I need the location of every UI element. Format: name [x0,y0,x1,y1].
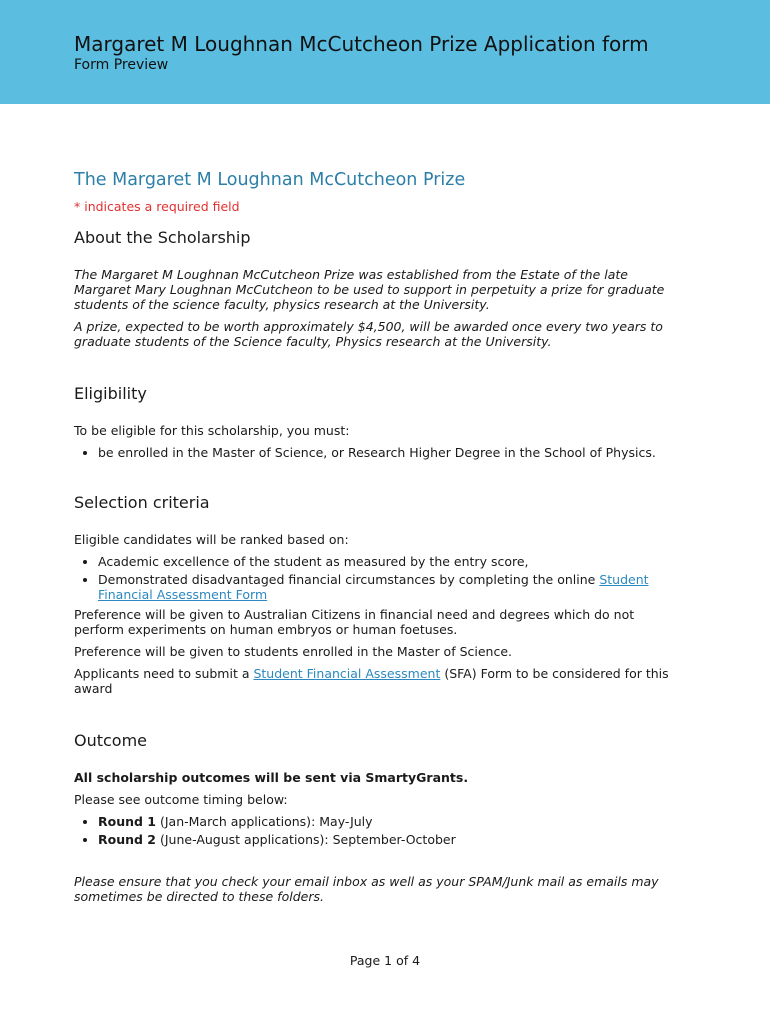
selection-item-financial-text: Demonstrated disadvantaged financial circumstances by completing the online [98,572,600,587]
student-financial-assessment-link[interactable]: Student Financial Assessment [253,666,441,681]
eligibility-heading: Eligibility [74,384,147,403]
prize-title: The Margaret M Loughnan McCutcheon Prize [74,170,466,190]
sfa-requirement-after: (SFA) Form to be considered for this award [74,666,669,696]
sfa-requirement-before: Applicants need to submit a [74,666,254,681]
selection-heading: Selection criteria [74,493,210,512]
eligibility-item: • be enrolled in the Master of Science, or Research Higher Degree in the School of Physics. [98,445,684,460]
about-paragraph-2: A prize, expected to be worth approximately $4,500, will be awarded once every two years to graduate students of the Science faculty, Physics research at the University. [74,319,663,349]
form-title: Margaret M Loughnan McCutcheon Prize Application form [74,32,649,56]
outcome-round-2 [98,832,684,847]
round-1-text: (Jan-March applications): May-July [156,814,373,829]
outcome-bold-line: All scholarship outcomes will be sent via SmartyGrants. [74,770,469,785]
selection-item-academic: • Academic excellence of the student as measured by the entry score, [98,554,684,569]
required-field-note: * indicates a required field [74,199,240,214]
round-2-text: (June-August applications): September-October [156,832,456,847]
eligibility-intro: To be eligible for this scholarship, you must: [74,423,350,438]
student-financial-assessment-form-link[interactable]: Student Financial Assessment Form [98,572,649,602]
preference-master: Preference will be given to students enrolled in the Master of Science. [74,644,513,659]
selection-item-financial [98,572,684,602]
form-subtitle: Form Preview [74,57,169,73]
outcome-round-1 [98,814,684,829]
page-number: Page 1 of 4 [349,953,421,968]
form-content [74,170,684,911]
eligibility-list [74,445,684,460]
outcome-heading: Outcome [74,731,148,750]
outcome-email-note: Please ensure that you check your email inbox as well as your SPAM/Junk mail as emails may sometimes be directed to these folders. [74,874,659,904]
outcome-intro: Please see outcome timing below: [74,792,288,807]
round-2-label: Round 2 [98,832,157,847]
sfa-requirement [74,666,684,696]
about-heading: About the Scholarship [74,228,251,247]
selection-intro: Eligible candidates will be ranked based on: [74,532,349,547]
selection-list [74,554,684,602]
about-paragraph-1: The Margaret M Loughnan McCutcheon Prize was established from the Estate of the late Margaret Mary Loughnan McCutcheon to be used to support in perpetuity a prize for graduate students of the science faculty, physics research at the University. [74,267,665,312]
round-1-label: Round 1 [98,814,157,829]
outcome-rounds-list [74,814,684,847]
form-header [0,0,770,104]
preference-citizens: Preference will be given to Australian Citizens in financial need and degrees which do not perform experiments on human embryos or human foetuses. [74,607,635,637]
